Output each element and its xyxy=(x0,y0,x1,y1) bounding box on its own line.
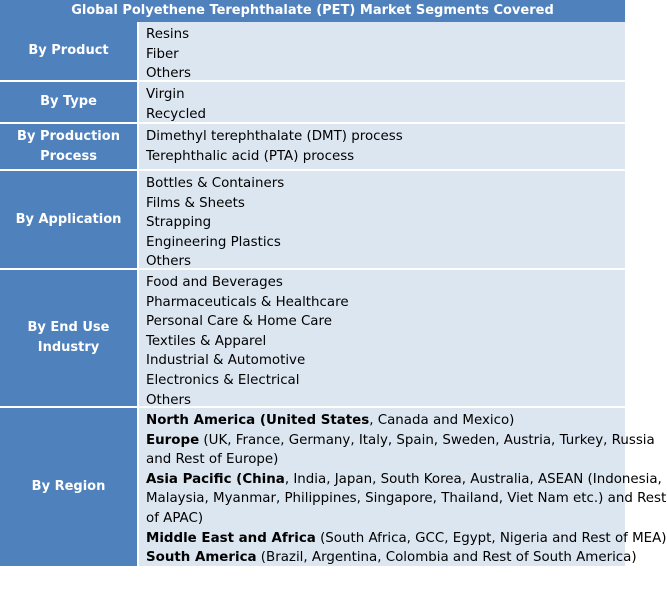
segment-items xyxy=(139,408,667,566)
region-countries: , India, Japan, South Korea, Australia, ASEAN (Indonesia, xyxy=(284,471,662,487)
region-name: North America xyxy=(146,413,256,428)
list-item: Terephthalic acid (PTA) process xyxy=(146,148,355,164)
list-item: Others xyxy=(146,66,191,82)
segment-items xyxy=(139,171,625,268)
region-europe-cont: and Rest of Europe) xyxy=(146,452,279,468)
region-mea xyxy=(146,529,667,549)
region-asia-pacific-cont: of APAC) xyxy=(146,510,204,526)
list-item: Bottles & Containers xyxy=(146,176,285,191)
region-europe xyxy=(146,431,655,451)
segment-label: By Type xyxy=(0,82,137,122)
region-north-america xyxy=(146,411,625,431)
region-countries: (Brazil, Argentina, Colombia and Rest of South America) xyxy=(256,550,637,566)
region-countries: (South Africa, GCC, Egypt, Nigeria and Rest of MEA) xyxy=(315,530,667,546)
segment-items xyxy=(139,22,625,80)
segment-items xyxy=(139,124,625,169)
list-item: Electronics & Electrical xyxy=(146,372,300,388)
segment-row-product xyxy=(0,22,625,80)
list-item: Industrial & Automotive xyxy=(146,353,306,369)
region-name: South America xyxy=(146,550,257,566)
list-item: Engineering Plastics xyxy=(146,234,281,250)
table-title: Global Polyethene Terephthalate (PET) Market Segments Covered xyxy=(0,0,625,22)
segment-row-application xyxy=(0,171,625,268)
list-item: Pharmaceuticals & Healthcare xyxy=(146,294,349,310)
list-item: Food and Beverages xyxy=(146,275,283,290)
list-item: Resins xyxy=(146,27,190,42)
region-south-america xyxy=(146,548,637,568)
segment-label: By End Use Industry xyxy=(0,270,137,406)
region-name: Asia Pacific xyxy=(146,471,232,487)
segment-row-production-process xyxy=(0,124,625,169)
region-lead-country: China xyxy=(242,471,285,487)
segment-label: By Production Process xyxy=(0,124,137,169)
list-item: Recycled xyxy=(146,106,207,122)
list-item: Others xyxy=(146,392,191,408)
segment-row-type xyxy=(0,82,625,122)
region-name: Europe xyxy=(146,432,200,448)
list-item: Others xyxy=(146,254,191,270)
region-asia-pacific-cont: Malaysia, Myanmar, Philippines, Singapore, Thailand, Viet Nam etc.) and Rest xyxy=(146,491,667,507)
region-paren: ( xyxy=(255,413,266,428)
segment-items xyxy=(139,82,625,122)
segment-items xyxy=(139,270,625,406)
segment-label: By Product xyxy=(0,22,137,80)
segment-row-end-use-industry xyxy=(0,270,625,406)
segment-row-region xyxy=(0,408,667,566)
list-item: Virgin xyxy=(146,87,185,102)
list-item: Personal Care & Home Care xyxy=(146,314,332,330)
list-item: Strapping xyxy=(146,215,212,231)
list-item: Textiles & Apparel xyxy=(146,333,267,349)
region-name: Middle East and Africa xyxy=(146,530,316,546)
list-item: Films & Sheets xyxy=(146,195,245,211)
region-asia-pacific xyxy=(146,470,662,490)
region-countries: , Canada and Mexico) xyxy=(369,413,515,428)
list-item: Fiber xyxy=(146,46,179,62)
region-paren: ( xyxy=(231,471,243,487)
region-lead-country: United States xyxy=(265,413,370,428)
segment-label: By Application xyxy=(0,171,137,268)
segment-label: By Region xyxy=(0,408,137,566)
list-item: Dimethyl terephthalate (DMT) process xyxy=(146,129,403,144)
region-countries: (UK, France, Germany, Italy, Spain, Sweden, Austria, Turkey, Russia xyxy=(199,432,655,448)
